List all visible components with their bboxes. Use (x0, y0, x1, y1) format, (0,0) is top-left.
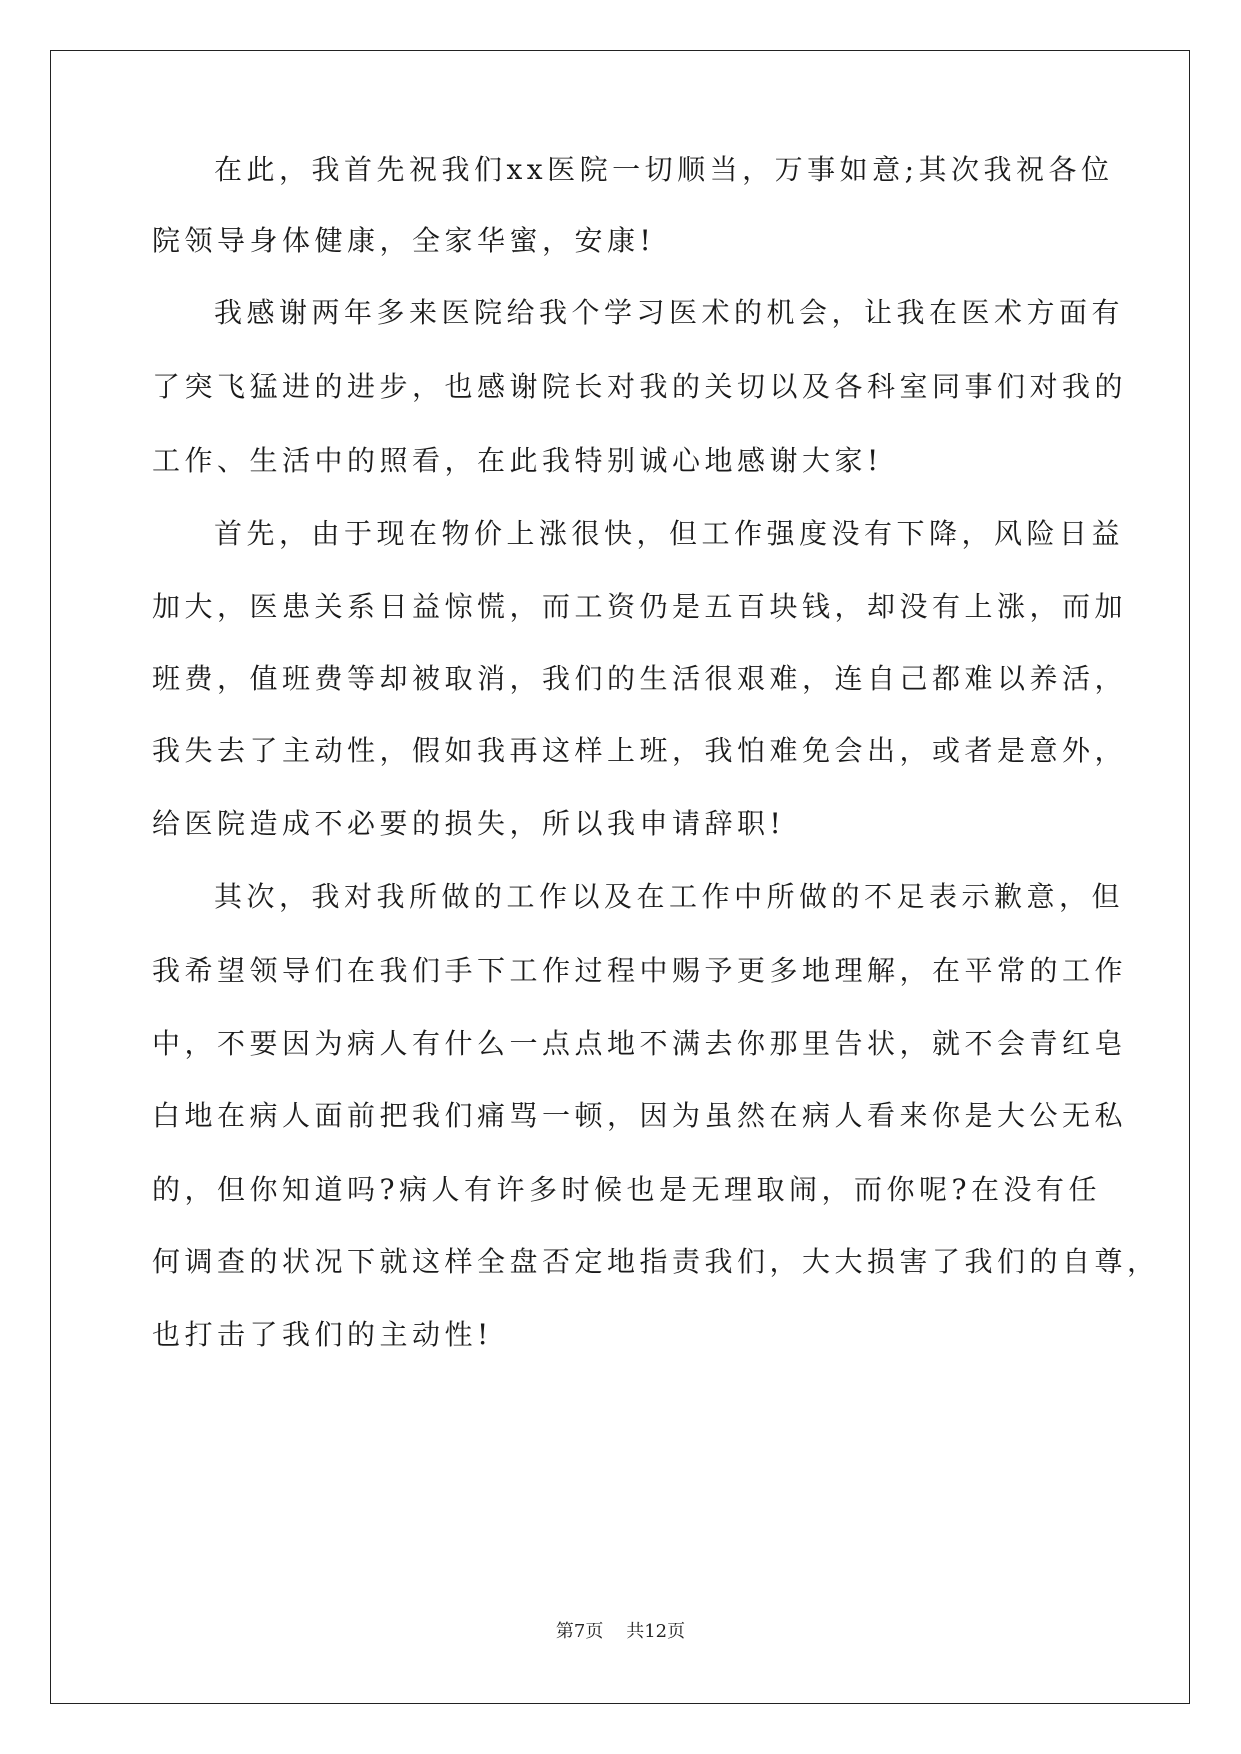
paragraph-line: 加大，医患关系日益惊慌，而工资仍是五百块钱，却没有上涨，而加 (152, 590, 1128, 623)
paragraph-line: 在此，我首先祝我们xx医院一切顺当，万事如意;其次我祝各位 (214, 153, 1114, 186)
paragraph-line: 白地在病人面前把我们痛骂一顿，因为虽然在病人看来你是大公无私 (152, 1099, 1128, 1132)
page-footer (0, 1620, 1241, 1644)
paragraph-line: 工作、生活中的照看，在此我特别诚心地感谢大家! (152, 444, 883, 477)
paragraph-line: 何调查的状况下就这样全盘否定地指责我们，大大损害了我们的自尊， (152, 1245, 1160, 1278)
paragraph-line: 了突飞猛进的进步，也感谢院长对我的关切以及各科室同事们对我的 (152, 370, 1128, 403)
paragraph-line: 给医院造成不必要的损失，所以我申请辞职! (152, 807, 786, 840)
paragraph-line: 也打击了我们的主动性! (152, 1318, 493, 1351)
paragraph-line: 班费，值班费等却被取消，我们的生活很艰难，连自己都难以养活， (152, 662, 1128, 695)
paragraph-line: 其次，我对我所做的工作以及在工作中所做的不足表示歉意，但 (214, 880, 1125, 913)
page-number: 第7页 (555, 1621, 604, 1642)
paragraph-line: 院领导身体健康，全家华蜜，安康! (152, 224, 656, 257)
paragraph-line: 我失去了主动性，假如我再这样上班，我怕难免会出，或者是意外， (152, 734, 1128, 767)
paragraph-line: 中，不要因为病人有什么一点点地不满去你那里告状，就不会青红皂 (152, 1027, 1128, 1060)
paragraph-line: 首先，由于现在物价上涨很快，但工作强度没有下降，风险日益 (214, 517, 1125, 550)
paragraph-line: 的，但你知道吗?病人有许多时候也是无理取闹，而你呢?在没有任 (152, 1173, 1102, 1206)
page-total: 共12页 (626, 1621, 686, 1642)
paragraph-line: 我希望领导们在我们手下工作过程中赐予更多地理解，在平常的工作 (152, 954, 1128, 987)
paragraph-line: 我感谢两年多来医院给我个学习医术的机会，让我在医术方面有 (214, 296, 1125, 329)
